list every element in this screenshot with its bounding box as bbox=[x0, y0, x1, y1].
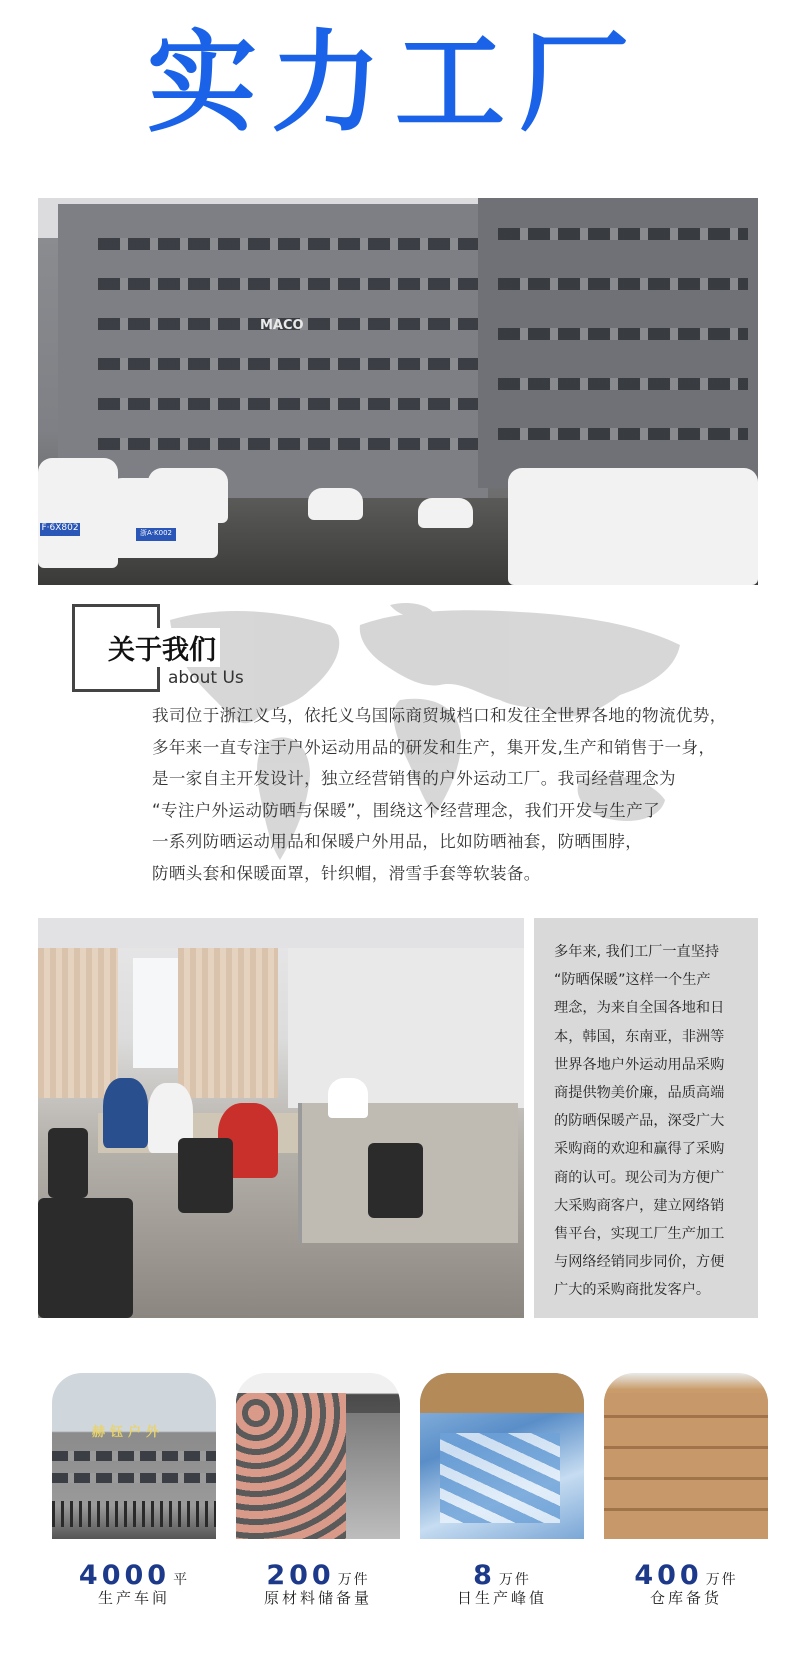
thumb-products bbox=[420, 1373, 584, 1539]
license-plate: 浙A·K002 bbox=[136, 528, 176, 541]
about-subheading: about Us bbox=[168, 668, 244, 688]
side-paragraph bbox=[554, 938, 750, 1305]
stat-label: 日生产峰值 bbox=[456, 1589, 547, 1607]
stat-unit: 万件 bbox=[705, 1572, 738, 1588]
stacked-cartons bbox=[604, 1393, 768, 1539]
window-row bbox=[52, 1451, 216, 1461]
side-line: 本，韩国，东南亚，非洲等 bbox=[554, 1028, 725, 1045]
building-right bbox=[478, 198, 758, 488]
car bbox=[38, 458, 118, 568]
side-line: 商提供物美价廉，品质高端 bbox=[554, 1085, 725, 1102]
curtain bbox=[38, 948, 118, 1098]
side-line: 与网络经销同步同价，方便 bbox=[554, 1254, 725, 1271]
workshop-sign: 赫钰户外 bbox=[92, 1425, 165, 1440]
window-row bbox=[498, 328, 748, 340]
license-plate: F·6X802 bbox=[40, 523, 80, 536]
stat-unit: 万件 bbox=[498, 1572, 531, 1588]
window-row bbox=[52, 1473, 216, 1483]
about-line: 一系列防晒运动用品和保暖户外用品，比如防晒袖套，防晒围脖， bbox=[152, 832, 643, 851]
aisle bbox=[346, 1413, 400, 1539]
side-line: 理念，为来自全国各地和日 bbox=[554, 1000, 725, 1017]
about-line: “专注户外运动防晒与保暖”，围绕这个经营理念，我们开发与生产了 bbox=[152, 800, 660, 820]
office-chair bbox=[38, 1198, 133, 1318]
stat-workshop bbox=[39, 1560, 229, 1608]
window-row bbox=[498, 378, 748, 390]
window-row bbox=[98, 398, 478, 410]
stat-number: 4000 bbox=[78, 1560, 171, 1591]
office-chair bbox=[178, 1138, 233, 1213]
window-row bbox=[498, 428, 748, 440]
side-line: 采购商的欢迎和赢得了采购 bbox=[554, 1141, 725, 1158]
stat-label: 原材料储备量 bbox=[263, 1589, 372, 1607]
stat-label: 生产车间 bbox=[97, 1589, 170, 1607]
person bbox=[328, 1078, 368, 1118]
stat-number: 8 bbox=[473, 1560, 496, 1591]
stat-label: 仓库备货 bbox=[649, 1589, 722, 1607]
side-line: 售平台，实现工厂生产加工 bbox=[554, 1226, 725, 1243]
page-title: 实力工厂 bbox=[147, 19, 643, 147]
about-line: 防晒头套和保暖面罩，针织帽，滑雪手套等软装备。 bbox=[152, 863, 541, 883]
thumb-materials bbox=[236, 1373, 400, 1539]
about-line: 我司位于浙江义乌，依托义乌国际商贸城档口和发往全世界各地的物流优势， bbox=[152, 706, 727, 725]
car bbox=[308, 488, 363, 520]
office-chair bbox=[48, 1128, 88, 1198]
side-line: 广大的采购商批发客户。 bbox=[554, 1282, 711, 1299]
side-line: 多年来, 我们工厂一直坚持 bbox=[554, 944, 720, 960]
stat-number: 200 bbox=[266, 1560, 335, 1591]
office-photo bbox=[38, 918, 524, 1318]
office-chair bbox=[368, 1143, 423, 1218]
side-line: 大采购商客户，建立网络销 bbox=[554, 1197, 725, 1214]
fabric-rolls bbox=[236, 1393, 346, 1539]
stat-daily-output bbox=[407, 1560, 597, 1608]
factory-building-photo bbox=[38, 198, 758, 585]
side-line: “防晒保暖”这样一个生产 bbox=[554, 972, 711, 989]
stat-warehouse bbox=[591, 1560, 781, 1608]
building-sign: MACO bbox=[260, 318, 304, 333]
thumb-workshop bbox=[52, 1373, 216, 1539]
thumb-warehouse bbox=[604, 1373, 768, 1539]
side-line: 商的认可。现公司为方便广 bbox=[554, 1169, 725, 1186]
window bbox=[133, 958, 178, 1068]
van bbox=[148, 468, 228, 523]
stat-materials bbox=[223, 1560, 413, 1608]
about-line: 是一家自主开发设计，独立经营销售的户外运动工厂。我司经营理念为 bbox=[152, 769, 676, 788]
window-row bbox=[98, 358, 478, 370]
wall bbox=[288, 948, 524, 1108]
window-row bbox=[98, 238, 478, 250]
car bbox=[508, 468, 758, 585]
window-row bbox=[498, 228, 748, 240]
car bbox=[418, 498, 473, 528]
window-row bbox=[98, 438, 478, 450]
about-paragraph bbox=[152, 700, 772, 889]
window-row bbox=[98, 278, 478, 290]
stat-unit: 平 bbox=[173, 1572, 190, 1588]
stat-number: 400 bbox=[634, 1560, 703, 1591]
about-heading: 关于我们 bbox=[104, 628, 220, 667]
ceiling bbox=[38, 918, 524, 948]
curtain bbox=[178, 948, 278, 1098]
carton bbox=[420, 1373, 584, 1413]
window-row bbox=[498, 278, 748, 290]
about-line: 多年来一直专注于户外运动用品的研发和生产，集开发,生产和销售于一身， bbox=[152, 737, 716, 757]
packaged-items bbox=[440, 1433, 560, 1523]
side-line: 世界各地户外运动用品采购 bbox=[554, 1056, 725, 1073]
stat-unit: 万件 bbox=[337, 1572, 370, 1588]
gate bbox=[52, 1501, 216, 1527]
person bbox=[103, 1078, 148, 1148]
side-line: 的防晒保暖产品，深受广大 bbox=[554, 1113, 725, 1130]
